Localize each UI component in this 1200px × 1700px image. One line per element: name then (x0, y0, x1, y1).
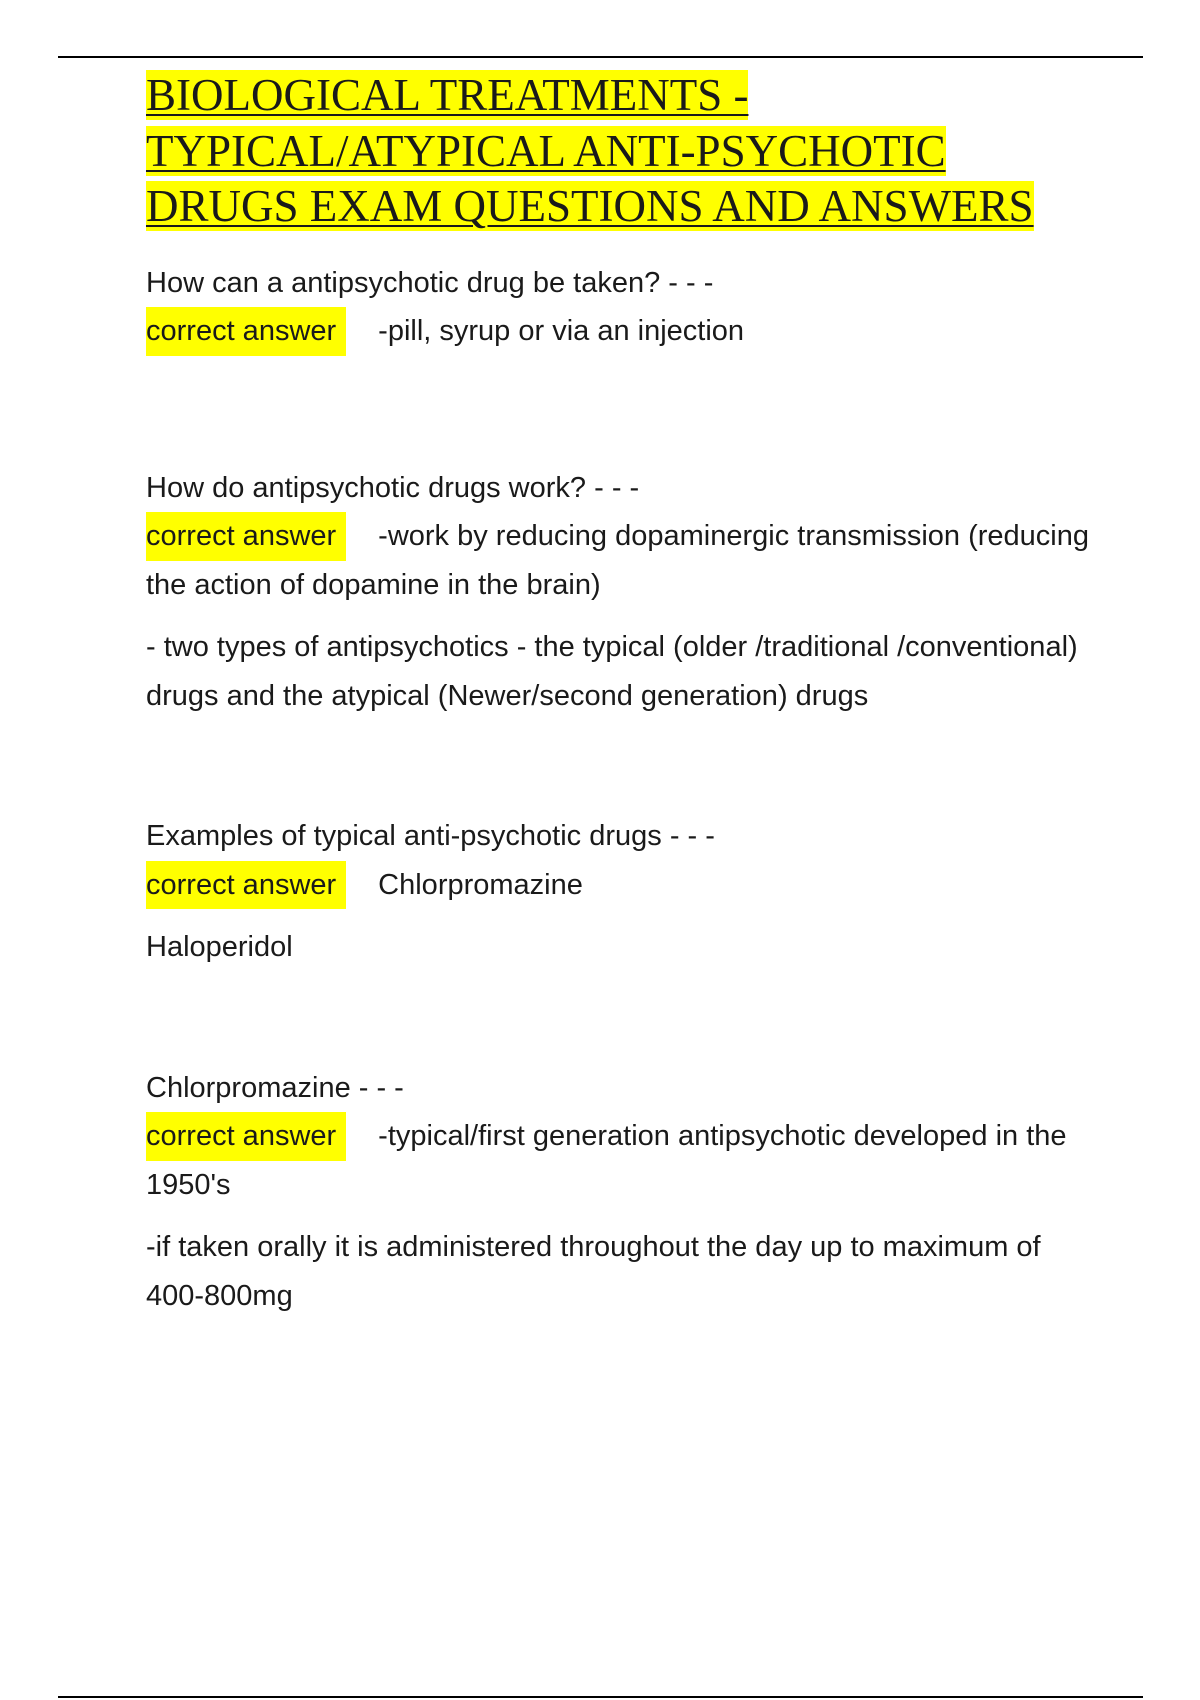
question: How can a antipsychotic drug be taken? - - - (146, 266, 714, 299)
top-rule (58, 56, 1143, 58)
bottom-rule (58, 1696, 1143, 1698)
question: How do antipsychotic drugs work? - - - (146, 471, 640, 504)
answer-extra: -if taken orally it is administered throughout the day up to maximum of 400-800mg (146, 1231, 1041, 1312)
qa-item-4 (146, 1064, 1106, 1321)
answer (146, 861, 1106, 910)
qa-item-2 (146, 464, 1106, 721)
answer-label: correct answer (146, 861, 346, 910)
answer-label: correct answer (146, 307, 346, 356)
answer (146, 1112, 1106, 1209)
answer-text: -pill, syrup or via an injection (378, 315, 745, 347)
answer-text: Chlorpromazine (378, 868, 583, 901)
answer-extra: - two types of antipsychotics - the typical (older /traditional /conventional) drugs and the atypical (Newer/second generation) drugs (146, 631, 1078, 712)
document-title (146, 68, 1046, 235)
answer-extra: Haloperidol (146, 931, 293, 963)
question: Examples of typical anti-psychotic drugs - - - (146, 820, 715, 852)
qa-item-3 (146, 812, 1106, 972)
answer-text: -work by reducing dopaminergic transmission (reducing the action of dopamine in the brain) (146, 520, 1089, 601)
answer-label: correct answer (146, 512, 346, 561)
answer (146, 307, 1106, 356)
question: Chlorpromazine - - - (146, 1071, 404, 1104)
answer (146, 512, 1106, 609)
answer-text: -typical/first generation antipsychotic developed in the 1950's (146, 1120, 1067, 1201)
document-body (146, 68, 1106, 1320)
answer-label: correct answer (146, 1112, 346, 1161)
qa-item-1 (146, 259, 1106, 356)
document-title-text: BIOLOGICAL TREATMENTS - TYPICAL/ATYPICAL ANTI-PSYCHOTIC DRUGS EXAM QUESTIONS AND ANSWERS (146, 70, 1034, 231)
